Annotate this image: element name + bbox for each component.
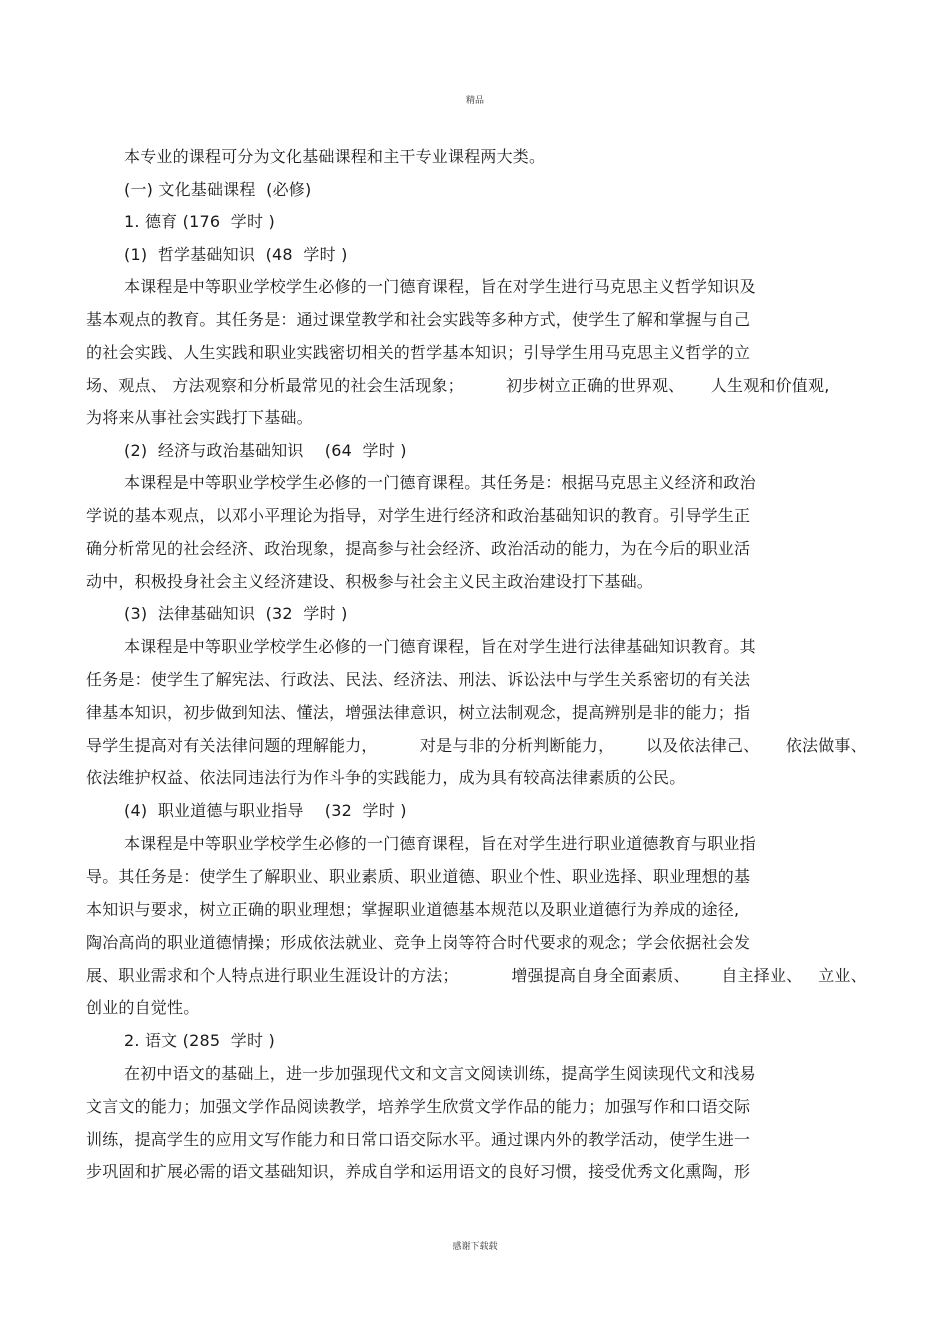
text-line: 本知识与要求，树立正确的职业理想；掌握职业道德基本规范以及职业道德行为养成的途径, <box>86 900 740 919</box>
course-heading: (3) 法律基础知识 (32 学时 ) <box>124 604 348 623</box>
text-line: 训练，提高学生的应用文写作能力和日常口语交际水平。通过课内外的教学活动，使学生进一 <box>86 1130 751 1149</box>
text-line: 动中，积极投身社会主义经济建设、积极参与社会主义民主政治建设打下基础。 <box>86 572 654 591</box>
text-line: 本专业的课程可分为文化基础课程和主干专业课程两大类。 <box>124 147 546 166</box>
text-line: 展、职业需求和个人特点进行职业生涯设计的方法； 增强提高自身全面素质、 自主择业、 立业、 <box>86 966 867 985</box>
text-line: 为将来从事社会实践打下基础。 <box>86 408 313 427</box>
course-heading: (2) 经济与政治基础知识 (64 学时 ) <box>124 441 407 460</box>
course-heading: (4) 职业道德与职业指导 (32 学时 ) <box>124 801 407 820</box>
course-heading: (1) 哲学基础知识 (48 学时 ) <box>124 245 348 264</box>
text-line: 文言文的能力；加强文学作品阅读教学，培养学生欣赏文学作品的能力；加强写作和口语交际 <box>86 1097 751 1116</box>
text-line: 导学生提高对有关法律问题的理解能力， 对是与非的分析判断能力， 以及依法律己、 依法做事、 <box>86 736 867 755</box>
text-line: 陶冶高尚的职业道德情操；形成依法就业、竞争上岗等符合时代要求的观念；学会依据社会发 <box>86 933 751 952</box>
text-line: 步巩固和扩展必需的语文基础知识，养成自学和运用语文的良好习惯，接受优秀文化熏陶，形 <box>86 1162 751 1181</box>
subsection-heading: 2. 语文 (285 学时 ) <box>124 1031 275 1050</box>
text-line: 本课程是中等职业学校学生必修的一门德育课程，旨在对学生进行马克思主义哲学知识及 <box>124 277 756 296</box>
section-heading: (一) 文化基础课程 (必修) <box>124 180 312 199</box>
text-line: 本课程是中等职业学校学生必修的一门德育课程，旨在对学生进行职业道德教育与职业指 <box>124 834 756 853</box>
text-line: 导。其任务是：使学生了解职业、职业素质、职业道德、职业个性、职业选择、职业理想的基 <box>86 867 751 886</box>
page-footer: 感谢下载载 <box>452 1242 498 1252</box>
text-line: 学说的基本观点，以邓小平理论为指导，对学生进行经济和政治基础知识的教育。引导学生正 <box>86 506 751 525</box>
text-line: 依法维护权益、依法同违法行为作斗争的实践能力，成为具有较高法律素质的公民。 <box>86 768 686 787</box>
text-line: 确分析常见的社会经济、政治现象，提高参与社会经济、政治活动的能力，为在今后的职业活 <box>86 539 751 558</box>
text-line: 本课程是中等职业学校学生必修的一门德育课程。其任务是：根据马克思主义经济和政治 <box>124 473 756 492</box>
text-line: 律基本知识，初步做到知法、懂法，增强法律意识，树立法制观念，提高辨别是非的能力；指 <box>86 703 751 722</box>
text-line: 的社会实践、人生实践和职业实践密切相关的哲学基本知识；引导学生用马克思主义哲学的立 <box>86 343 751 362</box>
text-line: 任务是：使学生了解宪法、行政法、民法、经济法、刑法、诉讼法中与学生关系密切的有关法 <box>86 670 751 689</box>
text-line: 在初中语文的基础上，进一步加强现代文和文言文阅读训练，提高学生阅读现代文和浅易 <box>124 1064 756 1083</box>
text-line: 基本观点的教育。其任务是：通过课堂教学和社会实践等多种方式，使学生了解和掌握与自己 <box>86 310 751 329</box>
page-header: 精品 <box>465 96 484 106</box>
text-line: 本课程是中等职业学校学生必修的一门德育课程，旨在对学生进行法律基础知识教育。其 <box>124 637 756 656</box>
text-line: 创业的自觉性。 <box>86 998 200 1017</box>
text-line: 场、观点、 方法观察和分析最常见的社会生活现象； 初步树立正确的世界观、 人生观和价值观, <box>86 376 830 395</box>
subsection-heading: 1. 德育 (176 学时 ) <box>124 212 275 231</box>
